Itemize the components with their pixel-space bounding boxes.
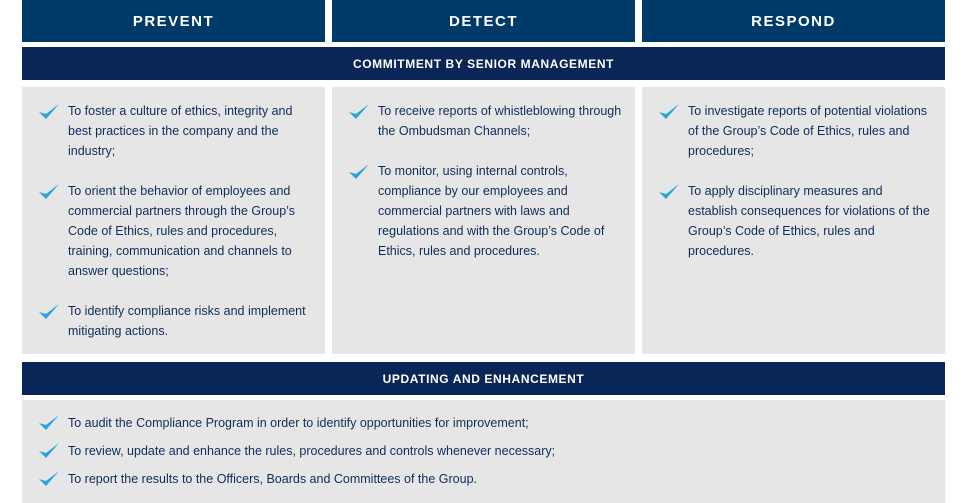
list-item-text: To identify compliance risks and implement mitigating actions. (68, 304, 306, 338)
list-item (658, 101, 933, 161)
header-respond-label: RESPOND (751, 12, 836, 30)
list-item (658, 181, 933, 261)
list-item-text: To orient the behavior of employees and commercial partners through the Group’s Code of Ethics, rules and procedures, training, communication and channels to answer questions; (68, 184, 295, 278)
checkmark-icon (38, 183, 60, 201)
commitment-title: COMMITMENT BY SENIOR MANAGEMENT (352, 56, 615, 71)
checkmark-icon (38, 414, 60, 432)
commitment-band (22, 47, 945, 80)
list-item (38, 412, 933, 440)
list-item-text: To monitor, using internal controls, compliance by our employees and commercial partners with laws and regulations and with the Group’s Code of Ethics, rules and procedures. (378, 164, 605, 258)
prevent-panel (22, 87, 325, 354)
checkmark-icon (38, 470, 60, 488)
detect-list (348, 101, 623, 281)
list-item (348, 101, 623, 141)
list-item-text: To review, update and enhance the rules, procedures and controls whenever necessary; (68, 444, 556, 458)
header-prevent (22, 0, 325, 42)
header-prevent-label: PREVENT (132, 12, 215, 30)
updating-title: UPDATING AND ENHANCEMENT (382, 371, 585, 386)
list-item (38, 181, 313, 281)
list-item-text: To report the results to the Officers, Boards and Committees of the Group. (68, 472, 477, 486)
list-item-text: To apply disciplinary measures and establish consequences for violations of the Group’s Code of Ethics, rules and procedures. (688, 184, 930, 258)
checkmark-icon (658, 103, 680, 121)
list-item (38, 101, 313, 161)
header-respond (642, 0, 945, 42)
list-item-text: To audit the Compliance Program in order to identify opportunities for improvement; (68, 416, 529, 430)
prevent-list (38, 101, 313, 361)
list-item (38, 301, 313, 341)
list-item (348, 161, 623, 261)
respond-list (658, 101, 933, 281)
list-item-text: To receive reports of whistleblowing through the Ombudsman Channels; (378, 104, 622, 138)
checkmark-icon (38, 103, 60, 121)
detect-panel (332, 87, 635, 354)
list-item (38, 468, 933, 496)
checkmark-icon (658, 183, 680, 201)
list-item-text: To foster a culture of ethics, integrity and best practices in the company and the industry; (68, 104, 293, 158)
respond-panel (642, 87, 945, 354)
updating-list (38, 412, 933, 496)
checkmark-icon (348, 103, 370, 121)
checkmark-icon (38, 303, 60, 321)
list-item (38, 440, 933, 468)
checkmark-icon (38, 442, 60, 460)
list-item-text: To investigate reports of potential violations of the Group’s Code of Ethics, rules and procedures; (688, 104, 928, 158)
header-detect (332, 0, 635, 42)
updating-panel (22, 400, 945, 503)
checkmark-icon (348, 163, 370, 181)
header-detect-label: DETECT (449, 12, 518, 30)
updating-band (22, 362, 945, 395)
